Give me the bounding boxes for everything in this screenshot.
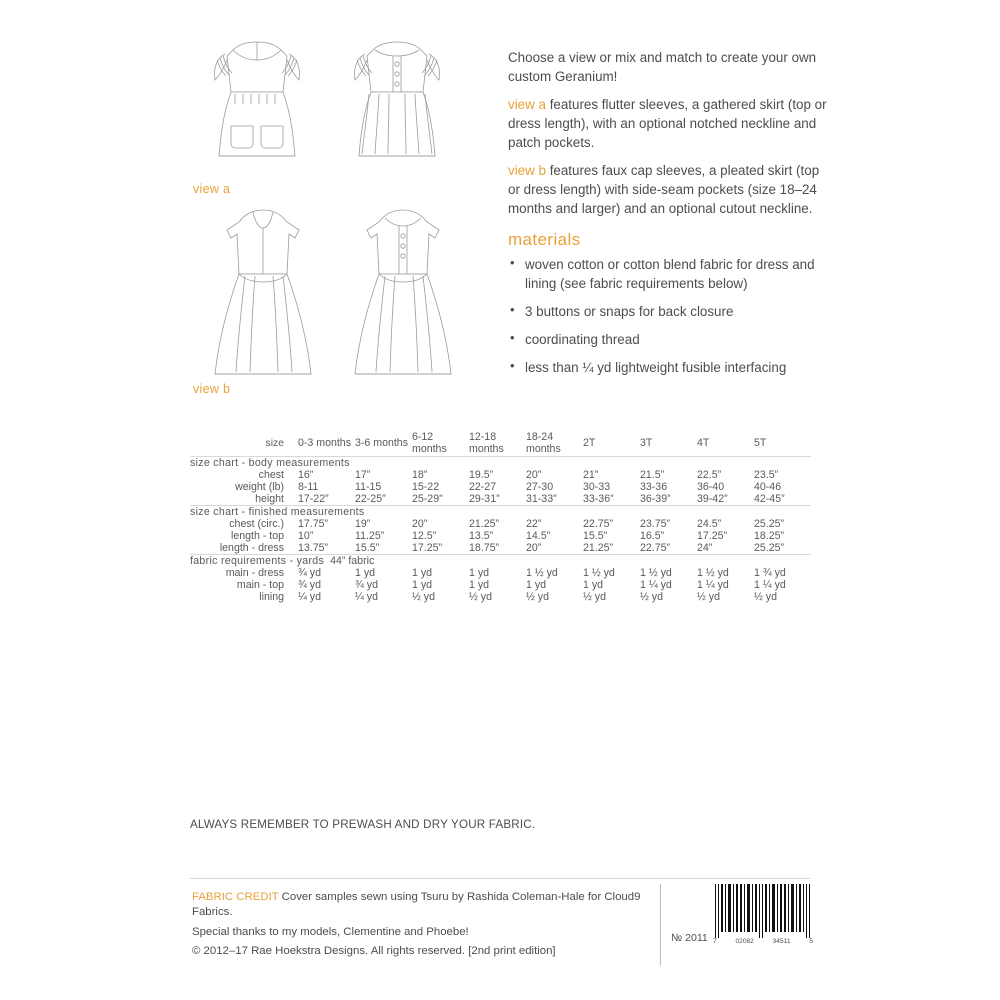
cell: 20”	[526, 541, 542, 554]
cell: 24”	[697, 541, 713, 554]
view-a-label: view a	[193, 182, 231, 196]
cell: 12.5”	[412, 529, 437, 542]
table-row	[190, 481, 811, 493]
cell: ¾ yd	[298, 566, 321, 579]
cell: 42-45”	[754, 492, 785, 505]
table-row	[190, 542, 811, 555]
list-item: • woven cotton or cotton blend fabric for dress and lining (see fabric requirements below)	[508, 255, 828, 293]
row-label: length - top	[230, 529, 284, 542]
cell: 23.75”	[640, 517, 671, 530]
list-item: • 3 buttons or snaps for back closure	[508, 302, 828, 321]
models-thanks-line: Special thanks to my models, Clementine and Phoebe!	[192, 925, 469, 938]
cell: 1 yd	[583, 578, 604, 591]
list-item: • less than ¼ yd lightweight fusible interfacing	[508, 358, 828, 377]
view-a-description-text: features flutter sleeves, a gathered skirt (top or dress length), with an optional notched neckline and patch pockets.	[508, 97, 827, 151]
view-b-front-illustration	[195, 198, 325, 398]
cell: 1 yd	[469, 566, 490, 579]
cell: 1 yd	[412, 578, 433, 591]
cell: ¼ yd	[355, 590, 378, 603]
cell: 1 yd	[526, 578, 547, 591]
column-header: 4T	[697, 436, 710, 449]
cell: 1 ¼ yd	[697, 578, 729, 591]
table-row	[190, 493, 811, 506]
cell: ½ yd	[697, 590, 720, 603]
barcode-digits	[713, 938, 813, 945]
cell: 22.75”	[583, 517, 614, 530]
row-label: length - dress	[219, 541, 284, 554]
view-b-description	[508, 161, 828, 218]
cell: ¼ yd	[298, 590, 321, 603]
section-title: size chart - body measurements	[190, 456, 811, 469]
fabric-credit-tag: FABRIC CREDIT	[192, 891, 279, 903]
row-label: weight (lb)	[235, 480, 284, 493]
view-a-front-illustration	[195, 30, 325, 180]
table-header-row	[190, 432, 811, 456]
barcode-bars	[713, 884, 813, 938]
cell: 33-36	[640, 480, 668, 493]
column-header: 18-24 months	[526, 431, 561, 455]
cell: ½ yd	[526, 590, 549, 603]
cell: 10”	[298, 529, 314, 542]
column-header: 12-18 months	[469, 431, 504, 455]
section-subtitle: 44” fabric	[330, 554, 375, 567]
cell: 21.25”	[583, 541, 614, 554]
size-chart-table	[190, 432, 811, 603]
cell: 14.5”	[526, 529, 551, 542]
table-row	[190, 567, 811, 579]
cell: 16”	[298, 468, 314, 481]
size-charts	[190, 432, 810, 603]
cell: ½ yd	[583, 590, 606, 603]
footer-divider	[190, 878, 810, 879]
section-heading-row	[190, 505, 811, 518]
item-number: № 2011	[671, 932, 708, 944]
copyright-line: © 2012–17 Rae Hoekstra Designs. All rights reserved. [2nd print edition]	[192, 944, 556, 957]
cell: 1 ½ yd	[640, 566, 672, 579]
view-b-inline-label: view b	[508, 163, 546, 179]
size-header-label: size	[265, 438, 284, 450]
intro-line-1: Choose a view or mix and match to create your own custom Geranium!	[508, 50, 817, 85]
row-label: main - top	[236, 578, 284, 591]
cell: 39-42”	[697, 492, 728, 505]
cell: 22”	[526, 517, 542, 530]
cell: 13.75”	[298, 541, 329, 554]
section-title-wrap	[190, 554, 811, 567]
cell: 19.5”	[469, 468, 494, 481]
cell: 16.5”	[640, 529, 665, 542]
cell: 19”	[355, 517, 371, 530]
cell: 17”	[355, 468, 371, 481]
cell: 1 ½ yd	[697, 566, 729, 579]
column-header: 0-3 months	[298, 436, 351, 449]
barcode-digit: 34511	[772, 938, 791, 945]
cell: 18.75”	[469, 541, 500, 554]
cell: 1 ¼ yd	[754, 578, 786, 591]
cell: 1 ½ yd	[526, 566, 558, 579]
cell: 25.25”	[754, 541, 785, 554]
cell: 18.25”	[754, 529, 785, 542]
table-row	[190, 518, 811, 530]
cell: ¾ yd	[298, 578, 321, 591]
cell: 25-29”	[412, 492, 443, 505]
row-label: height	[255, 492, 284, 505]
cell: 11-15	[355, 480, 382, 493]
row-label: chest	[258, 468, 284, 481]
cell: 15.5”	[355, 541, 380, 554]
cell: 17.75”	[298, 517, 329, 530]
column-header: 6-12 months	[412, 431, 447, 455]
fabric-credit-line	[192, 890, 642, 921]
row-label: main - dress	[225, 566, 284, 579]
cell: 21.5”	[640, 468, 665, 481]
cell: 1 ¼ yd	[640, 578, 672, 591]
cell: 13.5”	[469, 529, 494, 542]
cell: 27-30	[526, 480, 554, 493]
materials-heading: materials	[508, 230, 581, 249]
section-title: fabric requirements - yards	[190, 554, 325, 567]
barcode-digit: 5	[809, 938, 813, 945]
table-row	[190, 469, 811, 481]
cell: 25.25”	[754, 517, 785, 530]
cell: 17.25”	[697, 529, 728, 542]
row-label: lining	[259, 590, 284, 603]
cell: 8-11	[298, 480, 319, 493]
barcode-area	[660, 884, 813, 966]
cell: ¾ yd	[355, 578, 378, 591]
table-row	[190, 530, 811, 542]
cell: 11.25”	[355, 529, 385, 542]
view-a-inline-label: view a	[508, 97, 546, 113]
column-header: 2T	[583, 436, 596, 449]
list-item: • coordinating thread	[508, 330, 828, 349]
cell: 22.5”	[697, 468, 722, 481]
intro-text-block	[508, 48, 828, 227]
cell: 20”	[412, 517, 428, 530]
cell: 30-33	[583, 480, 611, 493]
column-header: 5T	[754, 436, 767, 449]
cell: 40-46	[754, 480, 782, 493]
cell: 1 yd	[355, 566, 376, 579]
table-row	[190, 579, 811, 591]
cell: 36-39”	[640, 492, 671, 505]
cell: ½ yd	[469, 590, 492, 603]
cell: 1 yd	[412, 566, 433, 579]
section-heading-row	[190, 554, 811, 567]
cell: 18”	[412, 468, 428, 481]
cell: 15.5”	[583, 529, 608, 542]
cell: 17.25”	[412, 541, 443, 554]
cell: 29-31”	[469, 492, 500, 505]
cell: ½ yd	[640, 590, 663, 603]
cell: 23.5”	[754, 468, 779, 481]
materials-list	[508, 255, 828, 386]
view-a-description	[508, 95, 828, 152]
section-title: size chart - finished measurements	[190, 505, 811, 518]
column-header: 3-6 months	[355, 436, 408, 449]
cell: 17-22”	[298, 492, 329, 505]
cell: 21.25”	[469, 517, 500, 530]
cell: 1 ¾ yd	[754, 566, 786, 579]
cell: 24.5”	[697, 517, 722, 530]
cell: 1 ½ yd	[583, 566, 615, 579]
barcode-digit: 02082	[735, 938, 754, 945]
cell: 1 yd	[469, 578, 490, 591]
cell: ½ yd	[412, 590, 435, 603]
prewash-note: ALWAYS REMEMBER TO PREWASH AND DRY YOUR FABRIC.	[190, 818, 536, 831]
cell: 36-40	[697, 480, 725, 493]
barcode-digit: 7	[713, 938, 717, 945]
view-b-description-text: features faux cap sleeves, a pleated skirt (top or dress length) with side-seam pockets (size 18–24 months and larger) and an optional cutout neckline.	[508, 163, 820, 217]
cell: ½ yd	[754, 590, 777, 603]
cell: 22.75”	[640, 541, 671, 554]
view-b-label: view b	[193, 382, 231, 396]
row-label: chest (circ.)	[229, 517, 284, 530]
illustration-area	[185, 30, 485, 400]
cell: 20”	[526, 468, 542, 481]
view-a-back-illustration	[335, 30, 465, 180]
table-row	[190, 591, 811, 603]
fabric-credit-text: Cover samples sewn using Tsuru by Rashida Coleman-Hale for Cloud9 Fabrics.	[192, 891, 641, 919]
view-b-back-illustration	[335, 198, 465, 398]
cell: 31-33”	[526, 492, 557, 505]
cell: 21”	[583, 468, 599, 481]
column-header: 3T	[640, 436, 653, 449]
section-heading-row	[190, 456, 811, 469]
barcode	[713, 884, 813, 946]
fabric-credit-block	[192, 890, 642, 963]
cell: 22-27	[469, 480, 497, 493]
cell: 33-36”	[583, 492, 614, 505]
cell: 22-25”	[355, 492, 386, 505]
cell: 15-22	[412, 480, 440, 493]
